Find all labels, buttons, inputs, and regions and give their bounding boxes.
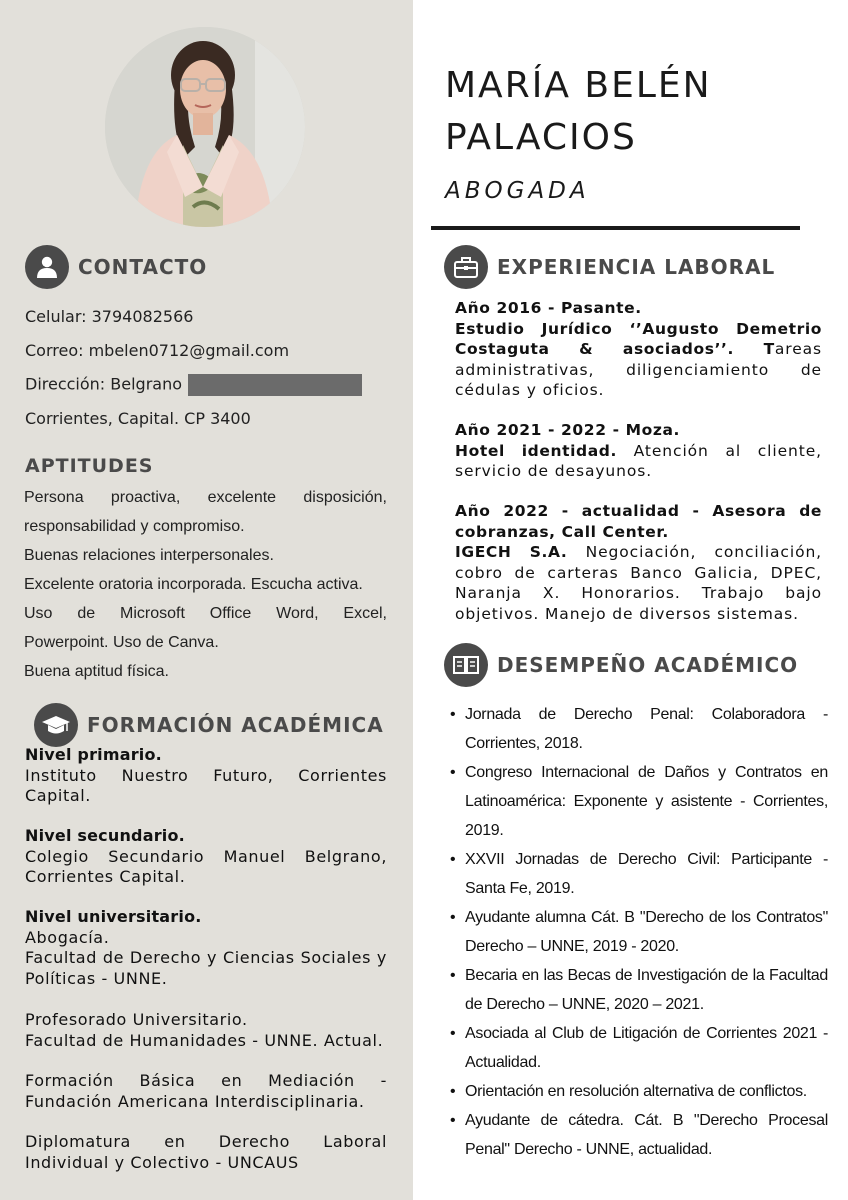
- experience-company: IGECH S.A.: [455, 543, 568, 561]
- experience-entry-body: [455, 542, 822, 624]
- academic-title: DESEMPEÑO ACADÉMICO: [497, 653, 799, 677]
- education-university: [25, 907, 387, 989]
- name-line-2: PALACIOS: [445, 117, 637, 158]
- aptitude-word: Excel,: [343, 605, 387, 622]
- aptitude-line: Excelente oratoria incorporada. Escucha activa.: [24, 576, 363, 593]
- experience-company: Hotel identidad.: [455, 441, 617, 460]
- experience-title: EXPERIENCIA LABORAL: [497, 255, 776, 279]
- education-diploma: Diplomatura en Derecho Laboral Individual y Colectivo - UNCAUS: [25, 1132, 387, 1172]
- contact-email: Correo: mbelen0712@gmail.com: [25, 341, 290, 360]
- contact-city: Corrientes, Capital. CP 3400: [25, 409, 251, 428]
- education-heading: [34, 703, 384, 747]
- aptitudes-title: APTITUDES: [25, 455, 154, 477]
- aptitude-word: proactiva,: [110, 489, 181, 506]
- profile-photo-illustration: [105, 27, 305, 227]
- academic-heading: [444, 643, 798, 687]
- aptitude-word: Word,: [276, 605, 319, 622]
- academic-item: • Asociada al Club de Litigación de Corrientes 2021 - Actualidad.: [448, 1019, 828, 1077]
- aptitude-line: Buena aptitud física.: [24, 663, 169, 680]
- academic-item: • Congreso Internacional de Daños y Contratos en Latinoamérica: Exponente y asistente - Corrientes, 2019.: [448, 758, 828, 845]
- redacted-block: [188, 374, 362, 396]
- experience-entry: [455, 501, 822, 624]
- profile-photo: [105, 27, 305, 227]
- education-mediation: Formación Básica en Mediación - Fundación Americana Interdisciplinaria.: [25, 1071, 387, 1111]
- contact-address: Dirección: Belgrano: [25, 374, 183, 394]
- education-university-degree: Abogacía.: [25, 927, 110, 947]
- contact-phone: Celular: 3794082566: [25, 307, 194, 326]
- graduation-cap-icon: [34, 703, 78, 747]
- experience-entry-title: Año 2016 - Pasante.: [455, 299, 642, 317]
- education-professorship-faculty: Facultad de Humanidades - UNNE. Actual.: [25, 1030, 384, 1050]
- aptitude-line: [24, 489, 387, 507]
- aptitude-word: Office: [209, 605, 252, 622]
- aptitude-line: Buenas relaciones interpersonales.: [24, 547, 274, 564]
- education-primary-text: Instituto Nuestro Futuro, Corrientes Capital.: [25, 765, 387, 805]
- academic-list: [448, 700, 828, 1164]
- experience-heading: [444, 245, 775, 289]
- experience-entry-body: [455, 441, 822, 482]
- experience-entry-body: [455, 319, 822, 401]
- contact-title: CONTACTO: [78, 255, 208, 279]
- education-professorship-title: Profesorado Universitario.: [25, 1010, 248, 1029]
- academic-item: • XXVII Jornadas de Derecho Civil: Participante - Santa Fe, 2019.: [448, 845, 828, 903]
- contact-address-row: [25, 374, 362, 396]
- aptitude-word: disposición,: [303, 489, 387, 506]
- experience-entry: [455, 420, 822, 482]
- briefcase-icon: [444, 245, 488, 289]
- aptitude-line: responsabilidad y compromiso.: [24, 518, 245, 535]
- contact-heading: [25, 245, 207, 289]
- divider: [431, 226, 800, 230]
- aptitude-word: Persona: [24, 489, 84, 506]
- job-title: ABOGADA: [445, 178, 590, 204]
- experience-entry-title: Año 2022 - actualidad - Asesora de cobranzas, Call Center.: [455, 502, 822, 541]
- education-primary-title: Nivel primario.: [25, 745, 162, 764]
- academic-item: • Orientación en resolución alternativa de conflictos.: [448, 1077, 828, 1106]
- academic-item: • Ayudante de cátedra. Cát. B "Derecho Procesal Penal" Derecho - UNNE, actualidad.: [448, 1106, 828, 1164]
- academic-item: • Becaria en las Becas de Investigación de la Facultad de Derecho – UNNE, 2020 – 2021.: [448, 961, 828, 1019]
- academic-item: • Jornada de Derecho Penal: Colaboradora - Corrientes, 2018.: [448, 700, 828, 758]
- name-line-1: MARÍA BELÉN: [445, 65, 712, 106]
- experience-description: Atención al cliente, servicio de desayunos.: [455, 441, 822, 480]
- aptitude-word: excelente: [207, 489, 277, 506]
- education-secondary-text: Colegio Secundario Manuel Belgrano, Corrientes Capital.: [25, 846, 387, 886]
- aptitude-line: [24, 605, 387, 623]
- education-university-faculty: Facultad de Derecho y Ciencias Sociales y Políticas - UNNE.: [25, 948, 387, 988]
- full-name: [445, 60, 712, 164]
- aptitude-word: de: [77, 605, 96, 622]
- experience-entry: [455, 298, 822, 401]
- experience-description: Negociación, conciliación, cobro de carteras Banco Galicia, DPEC, Naranja X. Honorarios. Trabajo bajo objetivos. Manejo de diversos sistemas.: [455, 543, 822, 623]
- education-primary: [25, 745, 387, 807]
- academic-item: • Ayudante alumna Cát. B "Derecho de los Contratos" Derecho – UNNE, 2019 - 2020.: [448, 903, 828, 961]
- experience-description: areas administrativas, diligenciamiento de cédulas y oficios.: [455, 340, 822, 399]
- book-icon: [444, 643, 488, 687]
- experience-entry-title: Año 2021 - 2022 - Moza.: [455, 421, 681, 439]
- education-title: FORMACIÓN ACADÉMICA: [87, 713, 384, 737]
- education-secondary-title: Nivel secundario.: [25, 826, 185, 845]
- aptitude-word: Microsoft: [120, 605, 185, 622]
- experience-company: Estudio Jurídico ‘’Augusto Demetrio Costaguta & asociados’’. T: [455, 319, 822, 358]
- education-university-title: Nivel universitario.: [25, 907, 202, 926]
- aptitude-line: Powerpoint. Uso de Canva.: [24, 634, 219, 651]
- education-secondary: [25, 826, 387, 888]
- aptitude-word: Uso: [24, 605, 53, 622]
- person-icon: [25, 245, 69, 289]
- education-professorship: [25, 1010, 387, 1051]
